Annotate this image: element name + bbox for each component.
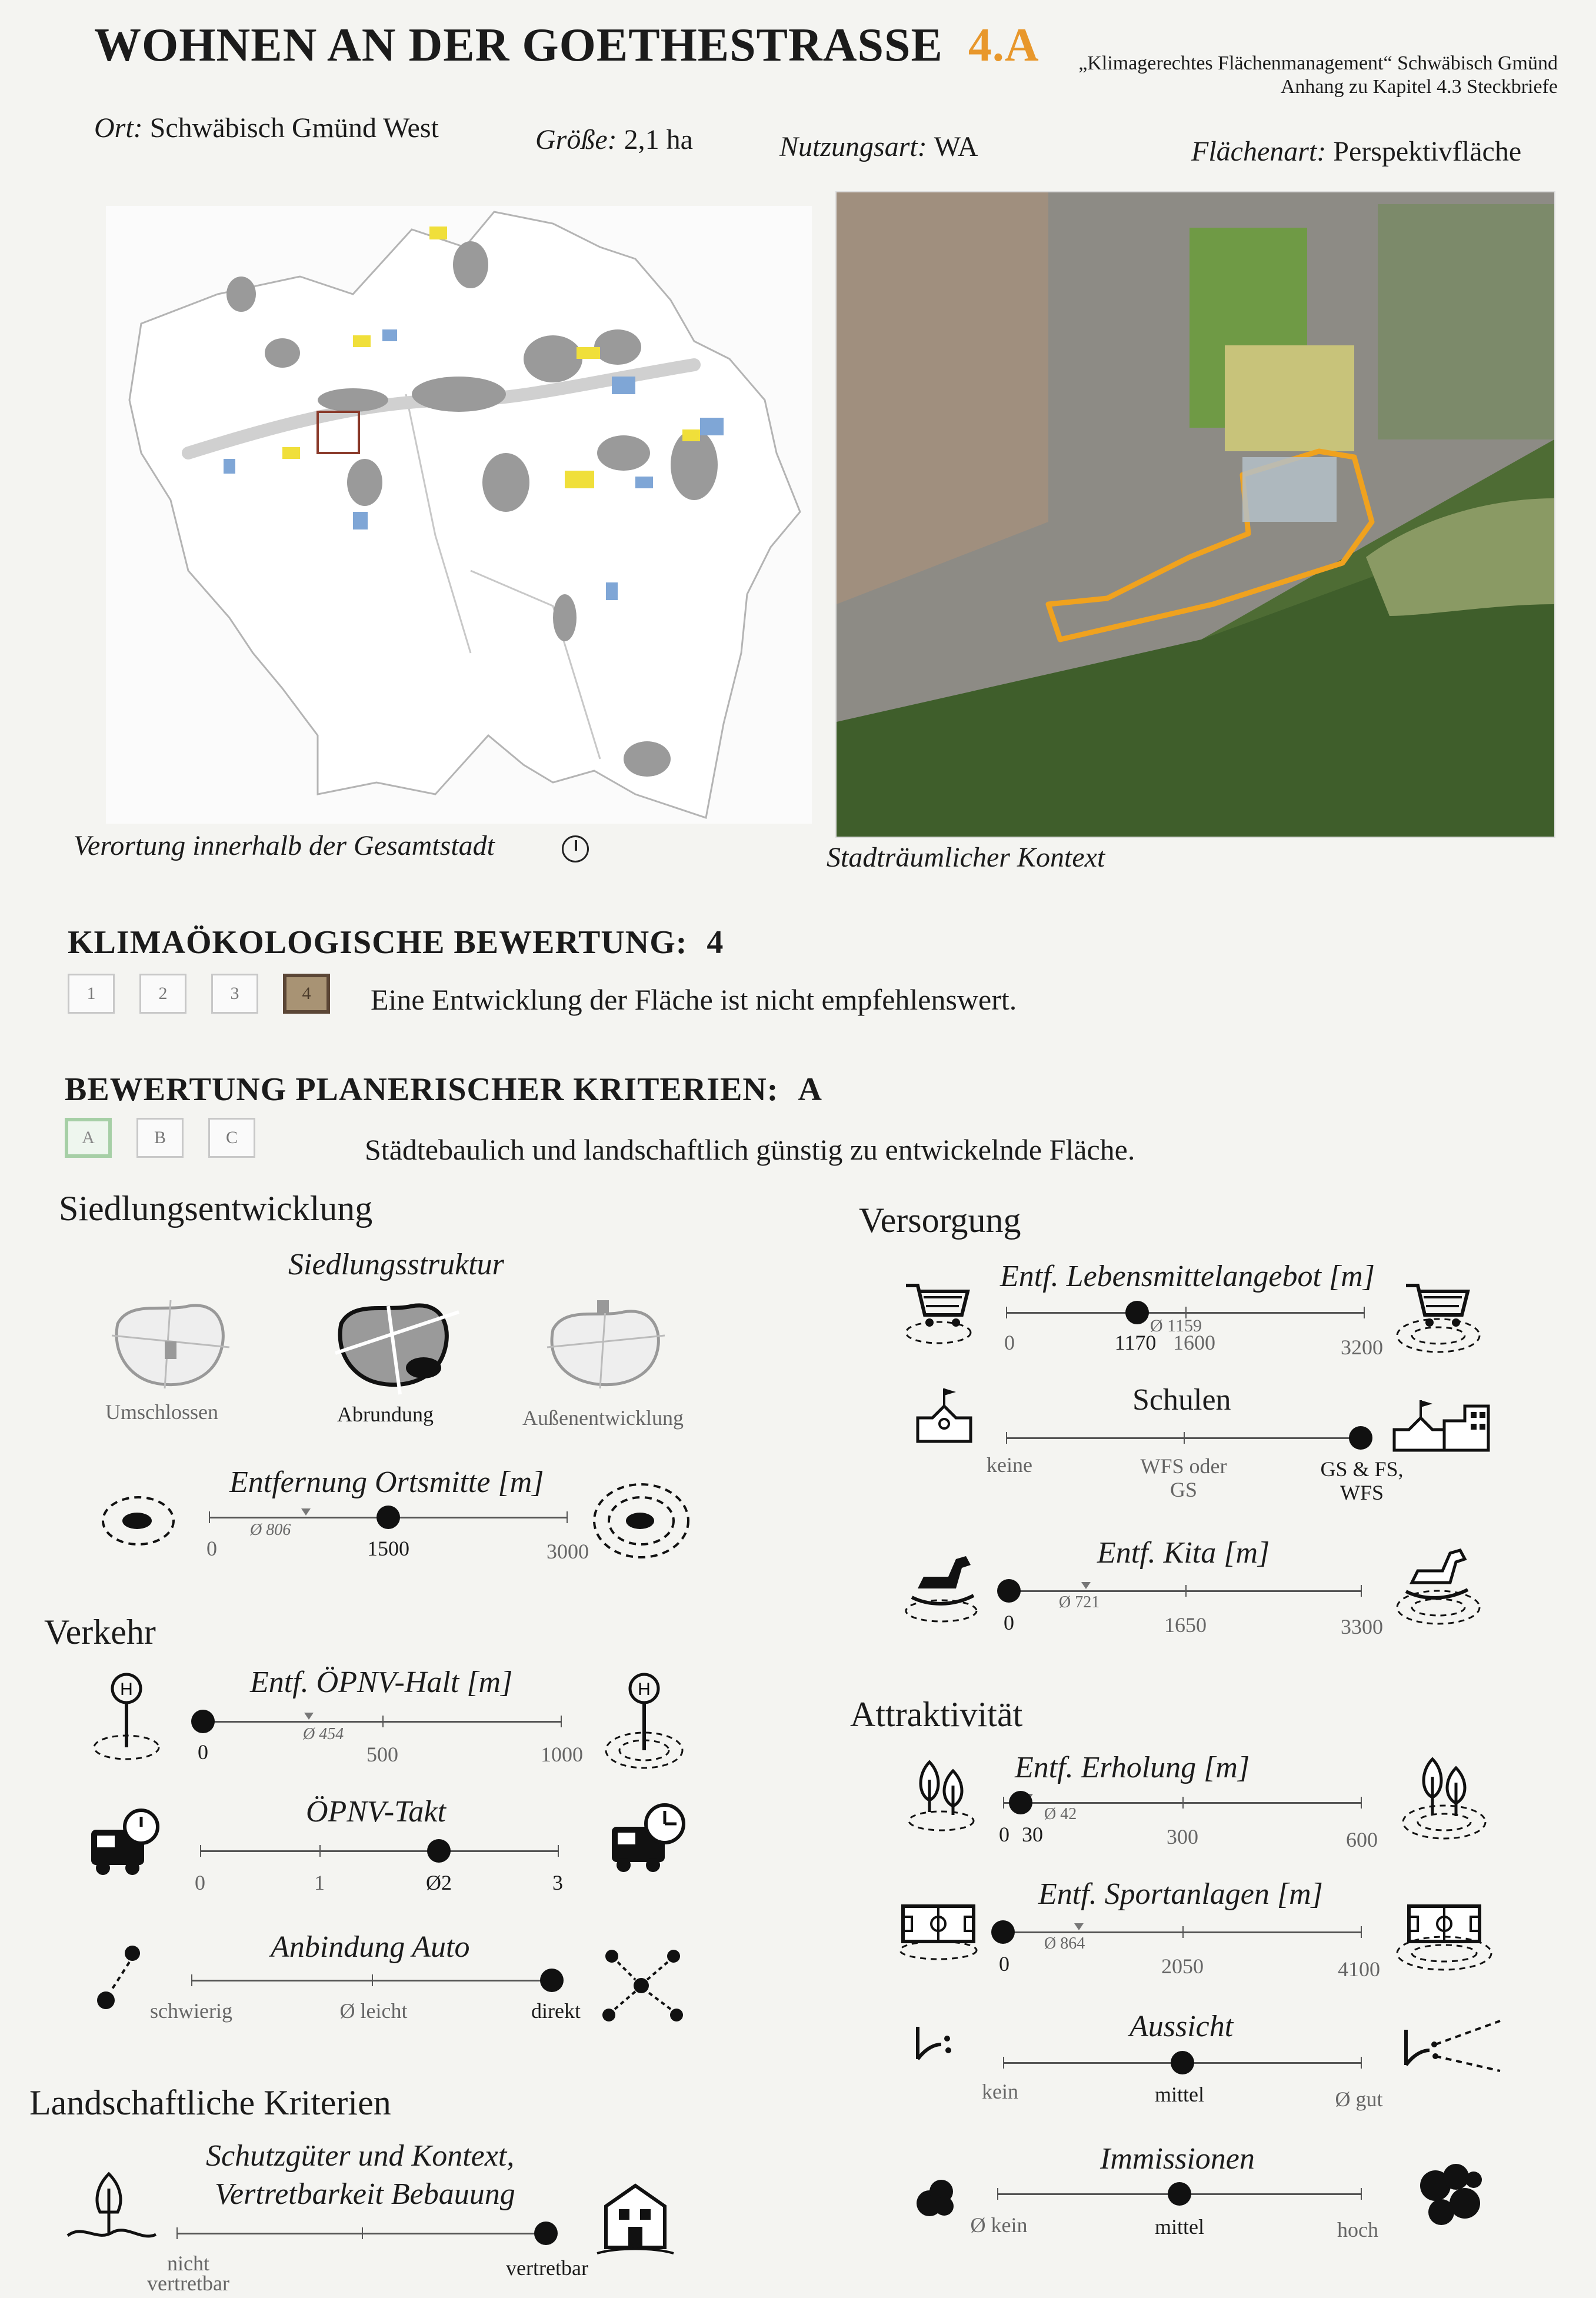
lebensmittel-avg: Ø 1159 bbox=[1150, 1316, 1202, 1335]
meta-ort bbox=[94, 112, 439, 144]
landschaft-scale bbox=[176, 2233, 547, 2234]
kita-scale bbox=[1009, 1590, 1362, 1592]
school-left-icon bbox=[906, 1383, 982, 1453]
schulen-label-keine: keine bbox=[987, 1453, 1032, 1477]
versorgung-heading: Versorgung bbox=[859, 1201, 1021, 1240]
erholung-title: Entf. Erholung [m] bbox=[1015, 1751, 1250, 1784]
trees-left-icon bbox=[903, 1753, 979, 1836]
svg-text:H: H bbox=[120, 1680, 133, 1699]
planung-box-c: C bbox=[208, 1118, 255, 1158]
aussicht-label-mittel: mittel bbox=[1155, 2083, 1204, 2106]
north-arrow-icon bbox=[562, 835, 589, 862]
landschaft-title-2: Vertretbarkeit Bebauung bbox=[215, 2177, 515, 2211]
oepnv-halt-value-dot bbox=[191, 1710, 215, 1733]
kita-label-1650: 1650 bbox=[1164, 1613, 1207, 1637]
sport-avg-marker bbox=[1074, 1923, 1084, 1930]
klima-heading-text: KLIMAÖKOLOGISCHE BEWERTUNG: bbox=[68, 924, 688, 961]
aussicht-title: Aussicht bbox=[1129, 2010, 1234, 2043]
groesse-label: Größe: bbox=[535, 124, 617, 155]
umschlossen-icon bbox=[106, 1294, 235, 1394]
aussicht-label-gut: Ø gut bbox=[1335, 2087, 1383, 2111]
oepnv-takt-scale bbox=[200, 1850, 559, 1852]
klima-box-4-selected: 4 bbox=[283, 974, 330, 1014]
ortsmitte-label-1500: 1500 bbox=[367, 1537, 409, 1560]
struktur-title: Siedlungsstruktur bbox=[288, 1248, 504, 1281]
aerial-photo bbox=[835, 191, 1555, 838]
auto-label-leicht: Ø leicht bbox=[339, 1999, 408, 2023]
planung-box-b: B bbox=[136, 1118, 184, 1158]
nature-left-icon bbox=[65, 2165, 159, 2253]
auto-title: Anbindung Auto bbox=[271, 1930, 470, 1964]
oepnv-takt-label-1: 1 bbox=[314, 1871, 325, 1894]
kita-avg-marker bbox=[1081, 1582, 1091, 1589]
sport-title: Entf. Sportanlagen [m] bbox=[1038, 1877, 1323, 1911]
ortsmitte-label-3000: 3000 bbox=[547, 1540, 589, 1563]
erholung-label-300: 300 bbox=[1167, 1825, 1198, 1849]
flaeche-label: Flächenart: bbox=[1191, 136, 1327, 167]
struktur-label-umschlossen: Umschlossen bbox=[105, 1400, 218, 1424]
bus-clock-left-icon bbox=[85, 1806, 168, 1883]
lebensmittel-scale bbox=[1006, 1312, 1365, 1314]
nutzung-label: Nutzungsart: bbox=[779, 131, 927, 162]
ortsmitte-left-icon bbox=[97, 1488, 179, 1553]
oepnv-takt-value-dot bbox=[427, 1839, 451, 1863]
rocking-horse-left-icon bbox=[900, 1541, 982, 1624]
klima-box-3: 3 bbox=[211, 974, 258, 1014]
schulen-scale bbox=[1006, 1437, 1362, 1439]
attraktivitaet-heading: Attraktivität bbox=[850, 1695, 1023, 1734]
oepnv-halt-scale bbox=[203, 1721, 562, 1723]
klima-value: 4 bbox=[707, 924, 724, 961]
oepnv-takt-label-2: Ø2 bbox=[426, 1871, 452, 1894]
ortsmitte-value-dot bbox=[376, 1506, 400, 1529]
oepnv-halt-label-500: 500 bbox=[366, 1743, 398, 1766]
immissionen-label-mittel: mittel bbox=[1155, 2215, 1204, 2239]
abrundung-icon bbox=[329, 1294, 465, 1400]
cart-left-icon bbox=[900, 1277, 977, 1347]
aussenentwicklung-icon bbox=[541, 1294, 671, 1394]
school-right-icon bbox=[1388, 1394, 1494, 1459]
ortsmitte-scale bbox=[209, 1517, 568, 1518]
meta-nutzung bbox=[779, 131, 978, 163]
sport-label-0: 0 bbox=[999, 1952, 1009, 1976]
klima-box-2: 2 bbox=[139, 974, 186, 1014]
aerial-svg bbox=[837, 192, 1554, 837]
field-right-icon bbox=[1394, 1897, 1494, 1974]
cart-right-icon bbox=[1394, 1277, 1482, 1359]
auto-label-direkt: direkt bbox=[531, 1999, 581, 2023]
ortsmitte-title: Entfernung Ortsmitte [m] bbox=[229, 1466, 544, 1499]
oepnv-takt-title: ÖPNV-Takt bbox=[306, 1795, 446, 1829]
field-left-icon bbox=[894, 1897, 982, 1962]
meta-flaeche bbox=[1191, 135, 1521, 168]
city-overview-map bbox=[106, 206, 812, 824]
planung-box-a-selected: A bbox=[65, 1118, 112, 1158]
erholung-avg: Ø 42 bbox=[1044, 1805, 1077, 1823]
kita-value-dot bbox=[997, 1579, 1021, 1603]
struktur-label-aussen: Außenentwicklung bbox=[522, 1406, 684, 1430]
house-right-icon bbox=[594, 2177, 677, 2259]
title-text: WOHNEN AN DER GOETHESTRASSE bbox=[94, 19, 943, 71]
ortsmitte-avg-marker bbox=[301, 1508, 311, 1516]
erholung-label-0: 0 bbox=[999, 1823, 1009, 1846]
auto-right-icon bbox=[594, 1941, 688, 2030]
project-name: „Klimagerechtes Flächenmanagement“ Schwäbisch Gmünd bbox=[1078, 52, 1558, 74]
klima-text: Eine Entwicklung der Fläche ist nicht empfehlenswert. bbox=[371, 983, 1017, 1016]
oepnv-takt-label-3: 3 bbox=[552, 1871, 563, 1894]
sport-value-dot bbox=[991, 1920, 1015, 1944]
erholung-label-30: 30 bbox=[1022, 1823, 1043, 1846]
oepnv-halt-avg-marker bbox=[304, 1713, 314, 1720]
erholung-scale bbox=[1003, 1802, 1362, 1804]
nutzung-value: WA bbox=[934, 131, 978, 162]
oepnv-takt-label-0: 0 bbox=[195, 1871, 205, 1894]
city-outline-svg bbox=[106, 206, 812, 824]
ort-label: Ort: bbox=[94, 112, 143, 144]
planung-text: Städtebaulich und landschaftlich günstig zu entwickelnde Fläche. bbox=[365, 1133, 1135, 1166]
page-title bbox=[94, 19, 1039, 72]
aussicht-value-dot bbox=[1171, 2051, 1194, 2074]
immissionen-label-hoch: hoch bbox=[1337, 2218, 1378, 2242]
sport-scale bbox=[1003, 1931, 1362, 1933]
ortsmitte-label-0: 0 bbox=[206, 1537, 217, 1560]
planung-value: A bbox=[798, 1071, 822, 1108]
schulen-label-wfs-gs: WFS oder GS bbox=[1140, 1454, 1227, 1501]
schulen-value-dot bbox=[1349, 1426, 1372, 1450]
gardens-east bbox=[1378, 204, 1554, 439]
landschaft-label-right: vertretbar bbox=[506, 2256, 588, 2280]
kita-avg: Ø 721 bbox=[1059, 1593, 1100, 1611]
smoke-left-icon bbox=[909, 2171, 962, 2224]
meta-groesse bbox=[535, 124, 693, 156]
header-project bbox=[1078, 52, 1558, 99]
trees-right-icon bbox=[1400, 1750, 1488, 1844]
immissionen-value-dot bbox=[1168, 2182, 1191, 2206]
lebensmittel-label-3200: 3200 bbox=[1341, 1335, 1383, 1359]
immissionen-scale bbox=[997, 2193, 1362, 2195]
klima-box-1: 1 bbox=[68, 974, 115, 1014]
ortsmitte-right-icon bbox=[588, 1477, 694, 1565]
kita-label-0: 0 bbox=[1004, 1611, 1014, 1634]
lebensmittel-title: Entf. Lebensmittelangebot [m] bbox=[1000, 1260, 1375, 1293]
sport-label-4100: 4100 bbox=[1338, 1957, 1380, 1981]
oepnv-halt-label-1000: 1000 bbox=[541, 1743, 583, 1766]
aussicht-scale bbox=[1003, 2062, 1362, 2064]
schulen-label-gs-fs: GS & FS, WFS bbox=[1320, 1457, 1404, 1504]
planung-heading bbox=[65, 1071, 822, 1108]
erholung-label-600: 600 bbox=[1346, 1828, 1378, 1851]
hall-building bbox=[1242, 457, 1337, 522]
flaeche-value: Perspektivfläche bbox=[1333, 136, 1522, 167]
aussicht-label-kein: kein bbox=[982, 2080, 1018, 2103]
auto-scale bbox=[191, 1980, 553, 1981]
svg-text:H: H bbox=[638, 1680, 651, 1699]
bus-stop-left-icon bbox=[88, 1671, 165, 1765]
lebensmittel-value-dot bbox=[1125, 1301, 1149, 1324]
sport-label-2050: 2050 bbox=[1161, 1954, 1204, 1978]
kita-title: Entf. Kita [m] bbox=[1097, 1536, 1270, 1570]
title-number: 4.A bbox=[968, 19, 1039, 71]
sport-avg: Ø 864 bbox=[1044, 1934, 1085, 1953]
auto-label-schwierig: schwierig bbox=[150, 1999, 232, 2023]
eye-left-icon bbox=[906, 2018, 965, 2071]
schulen-title: Schulen bbox=[1132, 1383, 1231, 1417]
ort-value: Schwäbisch Gmünd West bbox=[149, 112, 439, 144]
left-map-caption: Verortung innerhalb der Gesamtstadt bbox=[74, 830, 495, 861]
right-map-caption: Stadträumlicher Kontext bbox=[827, 842, 1105, 873]
appendix-ref: Anhang zu Kapitel 4.3 Steckbriefe bbox=[1280, 76, 1558, 98]
landschaft-heading: Landschaftliche Kriterien bbox=[29, 2083, 391, 2122]
sports-field-south bbox=[1225, 345, 1354, 451]
oepnv-halt-label-0: 0 bbox=[198, 1740, 208, 1764]
landschaft-value-dot bbox=[534, 2222, 558, 2245]
erholung-value-dot bbox=[1009, 1791, 1032, 1814]
planung-heading-text: BEWERTUNG PLANERISCHER KRITERIEN: bbox=[65, 1071, 779, 1108]
auto-value-dot bbox=[540, 1969, 564, 1992]
rocking-horse-right-icon bbox=[1394, 1536, 1488, 1630]
bus-clock-right-icon bbox=[606, 1800, 694, 1883]
ortsmitte-avg: Ø 806 bbox=[250, 1521, 291, 1539]
siedlung-heading: Siedlungsentwicklung bbox=[59, 1189, 373, 1228]
immissionen-title: Immissionen bbox=[1100, 2142, 1255, 2176]
landschaft-title-1: Schutzgüter und Kontext, bbox=[206, 2139, 515, 2173]
groesse-value: 2,1 ha bbox=[624, 124, 693, 155]
oepnv-halt-avg: Ø 454 bbox=[303, 1725, 344, 1743]
verkehr-heading: Verkehr bbox=[44, 1613, 156, 1651]
smoke-right-icon bbox=[1409, 2156, 1491, 2239]
struktur-label-abrundung: Abrundung bbox=[337, 1403, 434, 1426]
auto-left-icon bbox=[88, 1941, 153, 2018]
bus-stop-right-icon bbox=[600, 1671, 688, 1777]
landschaft-label-left: nicht vertretbar bbox=[147, 2252, 229, 2295]
klima-heading bbox=[68, 924, 724, 961]
lebensmittel-label-0: 0 bbox=[1004, 1331, 1015, 1354]
oepnv-halt-title: Entf. ÖPNV-Halt [m] bbox=[250, 1666, 513, 1699]
kita-label-3300: 3300 bbox=[1341, 1615, 1383, 1638]
immissionen-label-kein: Ø kein bbox=[970, 2213, 1028, 2237]
lebensmittel-label-1600: 1600 bbox=[1173, 1331, 1215, 1354]
eye-right-icon bbox=[1394, 2012, 1506, 2083]
lebensmittel-label-1170: 1170 bbox=[1114, 1331, 1157, 1354]
